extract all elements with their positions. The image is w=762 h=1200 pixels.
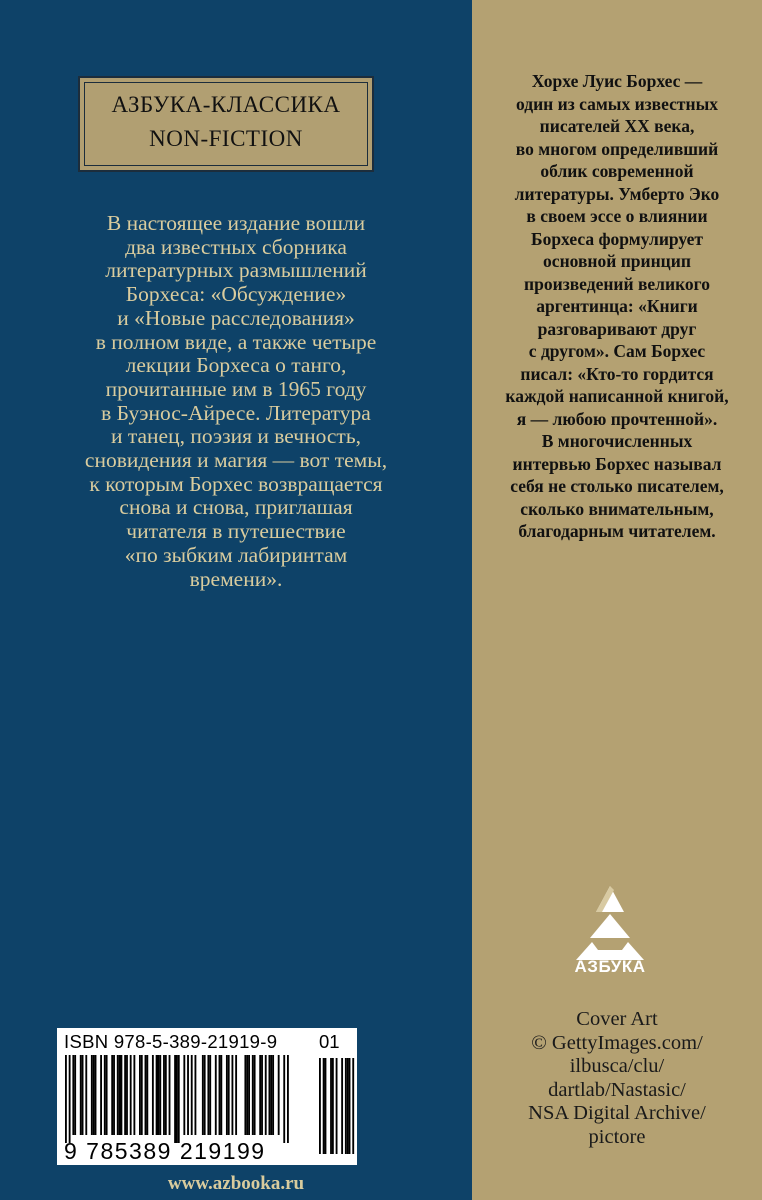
annotation-line: в Буэнос-Айресе. Литература — [101, 400, 371, 425]
barcode-bar — [117, 1055, 119, 1135]
barcode-bar — [141, 1055, 143, 1135]
barcode-bar — [178, 1055, 180, 1143]
barcode-addon-bar — [347, 1058, 349, 1154]
barcode-bar — [139, 1055, 141, 1135]
barcode-addon-bar — [323, 1058, 325, 1154]
barcode-bar — [104, 1055, 106, 1135]
barcode-bar — [254, 1055, 256, 1135]
barcode-bar — [72, 1055, 74, 1135]
barcode-addon-bar — [345, 1058, 347, 1154]
credit-line: pictore — [588, 1125, 646, 1148]
bio-line: во многом определивший — [515, 138, 719, 159]
isbn-label: ISBN 978-5-389-21919-9 — [64, 1031, 278, 1052]
annotation-line: в полном виде, а также четыре — [95, 329, 377, 354]
barcode-addon-bar — [341, 1058, 343, 1154]
annotation-line: к которым Борхес возвращается — [89, 471, 383, 496]
credit-line: ilbusca/clu/ — [569, 1055, 665, 1077]
barcode-bar — [93, 1055, 95, 1135]
annotation-line: В настоящее издание вошли — [106, 211, 366, 235]
bio-line: облик современной — [540, 161, 694, 181]
bio-line: благодарным читателем. — [518, 521, 716, 541]
barcode-bar — [119, 1055, 121, 1135]
barcode-bar — [270, 1055, 272, 1135]
barcode-bar — [259, 1055, 261, 1135]
bio-line: В многочисленных — [541, 431, 693, 451]
barcode-bar — [283, 1055, 285, 1143]
bio-line: писал: «Кто-то гордится — [520, 363, 714, 384]
barcode-bar — [121, 1055, 123, 1135]
series-subtitle: NON-FICTION — [149, 126, 303, 151]
bio-line: в своем эссе о влиянии — [526, 206, 708, 226]
barcode-bar — [126, 1055, 128, 1135]
barcode-bar — [269, 1055, 271, 1135]
barcode-bar — [244, 1055, 246, 1135]
publisher-logo-text: АЗБУКА — [574, 957, 646, 976]
credit-line: NSA Digital Archive/ — [528, 1102, 706, 1124]
barcode-bar — [146, 1055, 148, 1135]
cover-art-credits — [478, 1008, 756, 1149]
barcode-bar — [246, 1055, 248, 1135]
barcode-bar — [85, 1055, 87, 1135]
barcode-bar — [272, 1055, 274, 1135]
annotation-line: литературных размышлений — [105, 258, 367, 283]
barcode-bar — [252, 1055, 254, 1135]
barcode-addon-bar — [352, 1058, 354, 1154]
barcode-bar — [80, 1055, 82, 1135]
series-name: АЗБУКА-КЛАССИКА — [111, 92, 341, 117]
annotation-line: и «Новые расследования» — [117, 305, 355, 330]
annotation-line: читателя в путешествие — [126, 519, 346, 544]
barcode-bar — [183, 1055, 185, 1135]
barcode-addon-bar — [332, 1058, 334, 1154]
barcode-bar — [215, 1055, 217, 1135]
bio-line: писателей XX века, — [539, 116, 695, 136]
credit-line: dartlab/Nastasic/ — [548, 1078, 686, 1101]
book-annotation — [48, 212, 424, 591]
barcode-bar — [130, 1055, 132, 1135]
bio-line: я — любою прочтенной». — [516, 408, 718, 429]
barcode-bar — [106, 1055, 108, 1135]
barcode-bar — [278, 1055, 280, 1135]
barcode-bar — [191, 1055, 193, 1135]
barcode-bar — [202, 1055, 204, 1135]
barcode-bar — [219, 1055, 221, 1135]
barcode-addon-bar — [336, 1058, 338, 1154]
annotation-line: снова и снова, приглашая — [119, 495, 353, 520]
barcode-addon-bar — [319, 1058, 321, 1154]
barcode-bar — [176, 1055, 178, 1143]
bio-line: произведений великого — [524, 273, 710, 294]
barcode-bar — [100, 1055, 102, 1135]
barcode-bar — [156, 1055, 158, 1135]
annotation-line: прочитанные им в 1965 году — [105, 376, 367, 401]
barcode-bar — [124, 1055, 126, 1135]
barcode-bar — [204, 1055, 206, 1135]
barcode-addon-bar — [325, 1058, 327, 1154]
isbn-barcode — [57, 1028, 357, 1165]
bio-line: литературы. Умберто Эко — [514, 183, 720, 204]
annotation-line: два известных сборника — [125, 234, 347, 259]
annotation-line: и танец, поэзия и вечность, — [110, 424, 362, 449]
barcode-bar — [91, 1055, 93, 1135]
bio-line: основной принцип — [543, 251, 691, 271]
barcode-bar — [163, 1055, 165, 1135]
annotation-line: лекции Борхеса о танго, — [125, 353, 347, 378]
barcode-bar — [145, 1055, 147, 1135]
barcode-addon-bar — [349, 1058, 351, 1154]
barcode-bar — [74, 1055, 76, 1135]
bio-line: аргентинца: «Книги — [536, 296, 698, 316]
annotation-line: сновидения и магия — вот темы, — [84, 448, 388, 473]
bio-line: себя не столько писателем, — [510, 476, 724, 496]
barcode-bar — [169, 1055, 171, 1135]
barcode-bar — [209, 1055, 211, 1135]
barcode-addon-bar — [330, 1058, 332, 1154]
annotation-line: Борхеса: «Обсуждение» — [125, 282, 347, 307]
barcode-bar — [265, 1055, 267, 1135]
author-bio — [478, 70, 756, 543]
barcode-bar — [235, 1055, 237, 1135]
isbn-addon-code: 01 — [319, 1031, 340, 1052]
bio-line: Хорхе Луис Борхес — — [531, 71, 703, 91]
bio-line: интервью Борхес называл — [512, 453, 722, 474]
barcode-bar — [133, 1055, 135, 1135]
barcode-bar — [226, 1055, 228, 1135]
bio-line: Борхеса формулирует — [531, 228, 703, 249]
barcode-bar — [228, 1055, 230, 1135]
series-label-box — [78, 76, 374, 172]
barcode-bar — [65, 1055, 67, 1143]
barcode-bar — [187, 1055, 189, 1135]
barcode-bar — [113, 1055, 115, 1135]
annotation-line: «по зыбким лабиринтам — [124, 542, 348, 567]
bio-line: разговаривают друг — [537, 318, 697, 339]
barcode-bar — [111, 1055, 113, 1135]
barcode-bar — [69, 1055, 71, 1143]
barcode-bar — [195, 1055, 197, 1135]
barcode-bar — [82, 1055, 84, 1135]
bio-line: с другом». Сам Борхес — [528, 341, 706, 361]
barcode-bar — [174, 1055, 176, 1143]
bio-line: сколько внимательным, — [520, 498, 714, 519]
credit-line: © GettyImages.com/ — [531, 1031, 703, 1054]
barcode-bar — [287, 1055, 289, 1143]
barcode-bar — [158, 1055, 160, 1135]
barcode-bar — [220, 1055, 222, 1135]
barcode-bar — [159, 1055, 161, 1135]
barcode-digits: 9 785389 219199 — [64, 1138, 266, 1164]
barcode-bar — [261, 1055, 263, 1135]
barcode-bar — [207, 1055, 209, 1135]
publisher-website: www.azbooka.ru — [167, 1173, 305, 1194]
barcode-bar — [248, 1055, 250, 1135]
barcode-bar — [152, 1055, 154, 1135]
barcode-bar — [232, 1055, 234, 1135]
barcode-bar — [95, 1055, 97, 1135]
bio-line: каждой написанной книгой, — [505, 386, 729, 406]
barcode-bar — [165, 1055, 167, 1135]
bio-line: один из самых известных — [516, 93, 718, 114]
credit-line: Cover Art — [576, 1008, 658, 1030]
annotation-line: времени». — [189, 566, 283, 591]
